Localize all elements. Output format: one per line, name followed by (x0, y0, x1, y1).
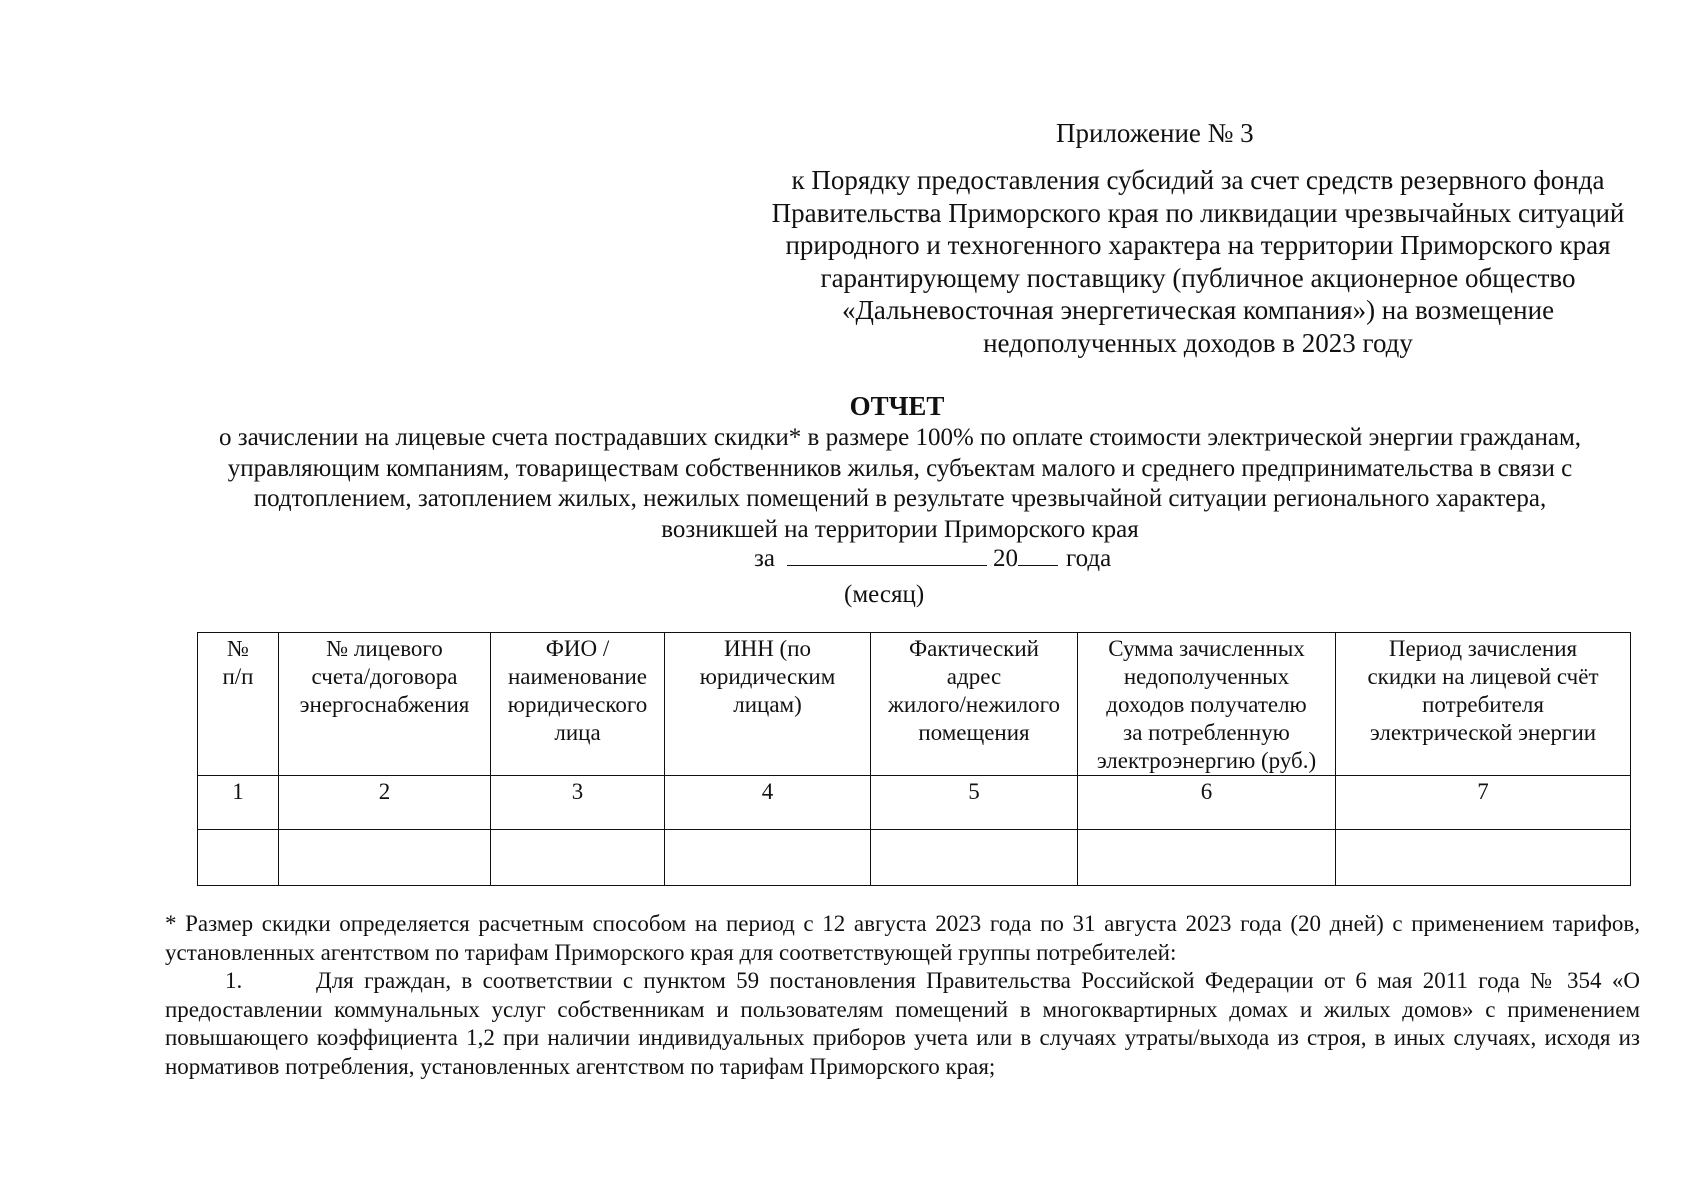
column-number-cell: 4 (665, 776, 871, 830)
table-cell[interactable] (1078, 830, 1336, 886)
header-text: юридическим (699, 664, 836, 689)
month-blank-field[interactable] (787, 545, 987, 566)
table-cell[interactable] (279, 830, 491, 886)
appendix-line: «Дальневосточная энергетическая компания») на возмещение (841, 295, 1555, 325)
appendix-line: гарантирующему поставщику (публичное акционерное общество (820, 262, 1576, 293)
header-text: Сумма зачисленных (1108, 636, 1305, 661)
header-cell-amount (1078, 633, 1336, 776)
table-cell[interactable] (198, 830, 279, 886)
header-text: лица (554, 720, 601, 745)
header-cell-period (1336, 633, 1631, 776)
column-number-cell: 5 (871, 776, 1078, 830)
appendix-line: природного и техногенного характера на территории Приморского края (785, 230, 1611, 260)
footnote-item (165, 967, 1640, 1081)
report-subtitle-line: подтоплением, затоплением жилых, нежилых помещений в результате чрезвычайной ситуации регионального характера, (253, 485, 1547, 512)
column-number-cell: 6 (1078, 776, 1336, 830)
header-text: доходов получателю (1106, 692, 1307, 717)
column-number-cell: 7 (1336, 776, 1631, 830)
header-text: № (227, 636, 249, 661)
header-cell-account (279, 633, 491, 776)
appendix-reference (698, 164, 1698, 359)
report-subtitle-line: возникшей на территории Приморского края (661, 515, 1139, 543)
table-cell[interactable] (1336, 830, 1631, 886)
header-text: наименование (508, 664, 647, 689)
header-cell-address (871, 633, 1078, 776)
header-text: электрической энергии (1369, 720, 1597, 745)
column-number-cell: 2 (279, 776, 491, 830)
report-table (197, 632, 1631, 886)
header-text: п/п (222, 664, 254, 689)
period-prefix: за (754, 545, 775, 572)
table-row (198, 830, 1631, 886)
report-title: ОТЧЕТ (849, 391, 945, 421)
appendix-line: недополученных доходов в 2023 году (983, 327, 1413, 358)
report-subtitle-line: о зачислении на лицевые счета пострадавших скидки* в размере 100% по оплате стоимости электрической энергии гражданам, (218, 424, 1582, 451)
appendix-line: к Порядку предоставления субсидий за счет средств резервного фонда (791, 165, 1605, 195)
table-cell[interactable] (665, 830, 871, 886)
header-text: жилого/нежилого (888, 692, 1060, 717)
period-suffix: года (1065, 545, 1112, 572)
footnote (165, 910, 1640, 1081)
report-subtitle-line: управляющим компаниям, товариществам собственников жилья, субъектам малого и среднего предпринимательства в связи с (227, 454, 1573, 482)
header-text: адрес (946, 664, 1002, 689)
header-cell-name (491, 633, 665, 776)
column-number-cell: 1 (198, 776, 279, 830)
header-text: ФИО / (545, 636, 610, 661)
header-cell-inn (665, 633, 871, 776)
header-text: Фактический (909, 636, 1039, 661)
header-text: ИНН (по (723, 636, 812, 661)
column-number-cell: 3 (491, 776, 665, 830)
footnote-item-text: Для граждан, в соответствии с пунктом 59 постановления Правительства Российской Федерации от 6 мая 2011 года № 354 «О предоставлении коммунальных услуг собственникам и пользователям помещений в многоквартирных домах и жилых домов» с применением повышающего коэффициента 1,2 при наличии индивидуальных приборов учета или в случаях утраты/выхода из строя, в иных случаях, исходя из нормативов потребления, установленных агентством по тарифам Приморского края; (165, 968, 1640, 1079)
appendix-line: Правительства Приморского края по ликвидации чрезвычайных ситуаций (771, 197, 1625, 228)
year-blank-field[interactable] (1018, 545, 1058, 566)
header-text: скидки на лицевой счёт (1367, 664, 1599, 689)
header-text: электроэнергию (руб.) (1096, 748, 1317, 773)
month-caption: (месяц) (844, 581, 925, 608)
table-cell[interactable] (871, 830, 1078, 886)
table-header-row (198, 633, 1631, 776)
header-text: лицам) (733, 692, 802, 717)
header-text: потребителя (1422, 692, 1544, 717)
header-text: Период зачисления (1388, 636, 1578, 661)
report-period (754, 544, 1111, 574)
table-column-number-row (198, 776, 1631, 830)
header-text: за потребленную (1123, 720, 1290, 745)
footnote-item-number: 1. (225, 968, 243, 993)
report-subtitle (90, 423, 1698, 545)
header-text: счета/договора (311, 664, 458, 689)
footnote-text: * Размер скидки определяется расчетным способом на период с 12 августа 2023 года по 31 августа 2023 года (20 дней) с применением тарифов, установленных агентством по тарифам Приморского края для соответствующей группы потребителей: (165, 911, 1640, 965)
header-text: № лицевого (326, 636, 443, 661)
header-text: юридического (507, 692, 648, 717)
appendix-title: Приложение № 3 (1056, 118, 1254, 148)
period-year-prefix: 20 (992, 545, 1018, 572)
header-text: недополученных (1123, 664, 1290, 689)
header-text: помещения (918, 720, 1030, 745)
table-cell[interactable] (491, 830, 665, 886)
header-text: энергоснабжения (299, 692, 470, 717)
header-cell-number (198, 633, 279, 776)
